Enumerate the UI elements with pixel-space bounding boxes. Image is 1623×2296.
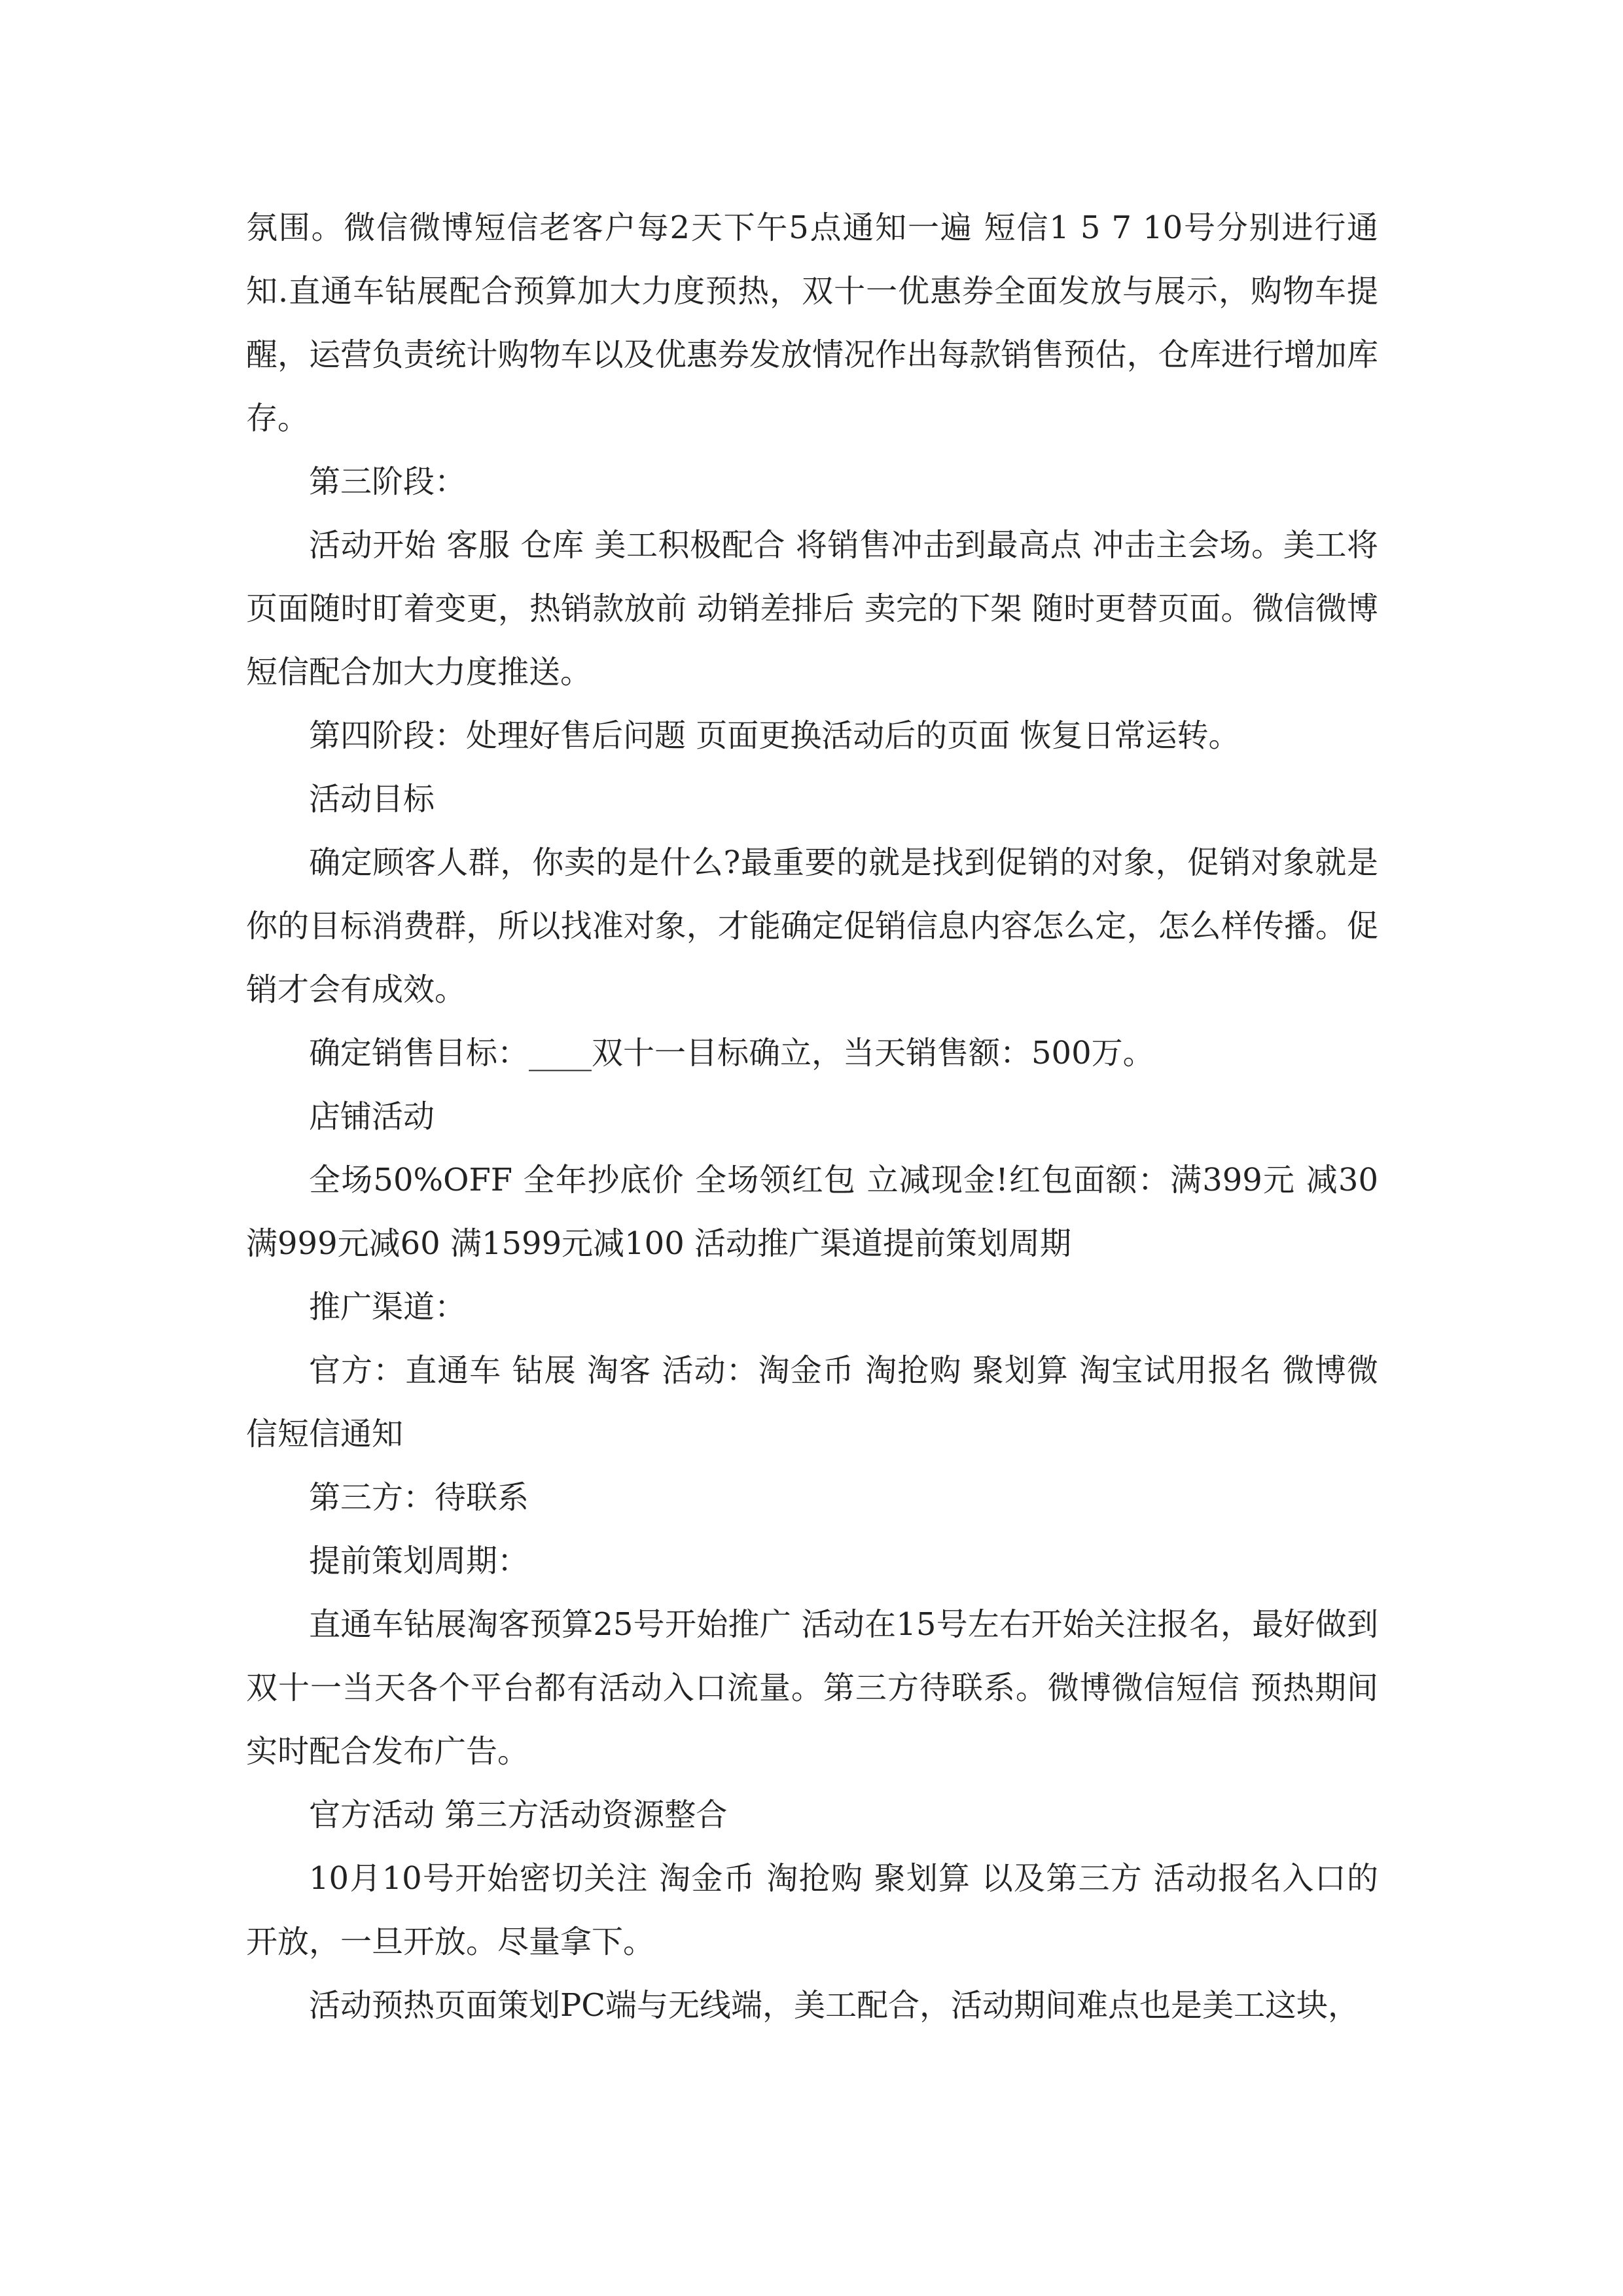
paragraph-preheat-continuation: 氛围。微信微博短信老客户每2天下午5点通知一遍 短信1 5 7 10号分别进行通知.直通车钻展配合预算加大力度预热，双十一优惠券全面发放与展示，购物车提醒，运营负责统计购物车以及优惠券发放情况作出每款销售预估，仓库进行增加库存。 [246, 209, 1378, 437]
paragraph-official-channels: 官方：直通车 钻展 淘客 活动：淘金币 淘抢购 聚划算 淘宝试用报名 微博微信短信通知 [246, 1352, 1378, 1452]
paragraph-phase-four: 第四阶段：处理好售后问题 页面更换活动后的页面 恢复日常运转。 [309, 717, 1240, 754]
document-body [246, 196, 1378, 2037]
paragraph-phase-three: 活动开始 客服 仓库 美工积极配合 将销售冲击到最高点 冲击主会场。美工将页面随时盯着变更，热销款放前 动销差排后 卖完的下架 随时更替页面。微信微博短信配合加大力度推送。 [246, 527, 1378, 691]
heading-activity-goal: 活动目标 [309, 781, 435, 817]
heading-store-activity: 店铺活动 [309, 1098, 435, 1135]
heading-resource-integration: 官方活动 第三方活动资源整合 [309, 1797, 728, 1833]
paragraph-resource-integration: 10月10号开始密切关注 淘金币 淘抢购 聚划算 以及第三方 活动报名入口的开放，一旦开放。尽量拿下。 [246, 1860, 1378, 1960]
paragraph-target-customers: 确定顾客人群，你卖的是什么?最重要的就是找到促销的对象，促销对象就是你的目标消费群，所以找准对象，才能确定促销信息内容怎么定，怎么样传播。促销才会有成效。 [246, 844, 1378, 1008]
paragraph-sales-target: 确定销售目标：____双十一目标确立，当天销售额：500万。 [309, 1035, 1154, 1071]
paragraph-third-party: 第三方：待联系 [309, 1479, 529, 1516]
heading-promotion-channels: 推广渠道： [309, 1289, 467, 1325]
paragraph-planning-cycle: 直通车钻展淘客预算25号开始推广 活动在15号左右开始关注报名，最好做到双十一当天各个平台都有活动入口流量。第三方待联系。微博微信短信 预热期间实时配合发布广告。 [246, 1606, 1378, 1770]
heading-phase-three: 第三阶段： [309, 463, 467, 500]
paragraph-preheat-page: 活动预热页面策划PC端与无线端，美工配合，活动期间难点也是美工这块， [309, 1987, 1360, 2024]
heading-planning-cycle: 提前策划周期： [309, 1543, 529, 1579]
paragraph-store-activity: 全场50%OFF 全年抄底价 全场领红包 立减现金!红包面额：满399元 减30 满999元减60 满1599元减100 活动推广渠道提前策划周期 [246, 1162, 1378, 1262]
